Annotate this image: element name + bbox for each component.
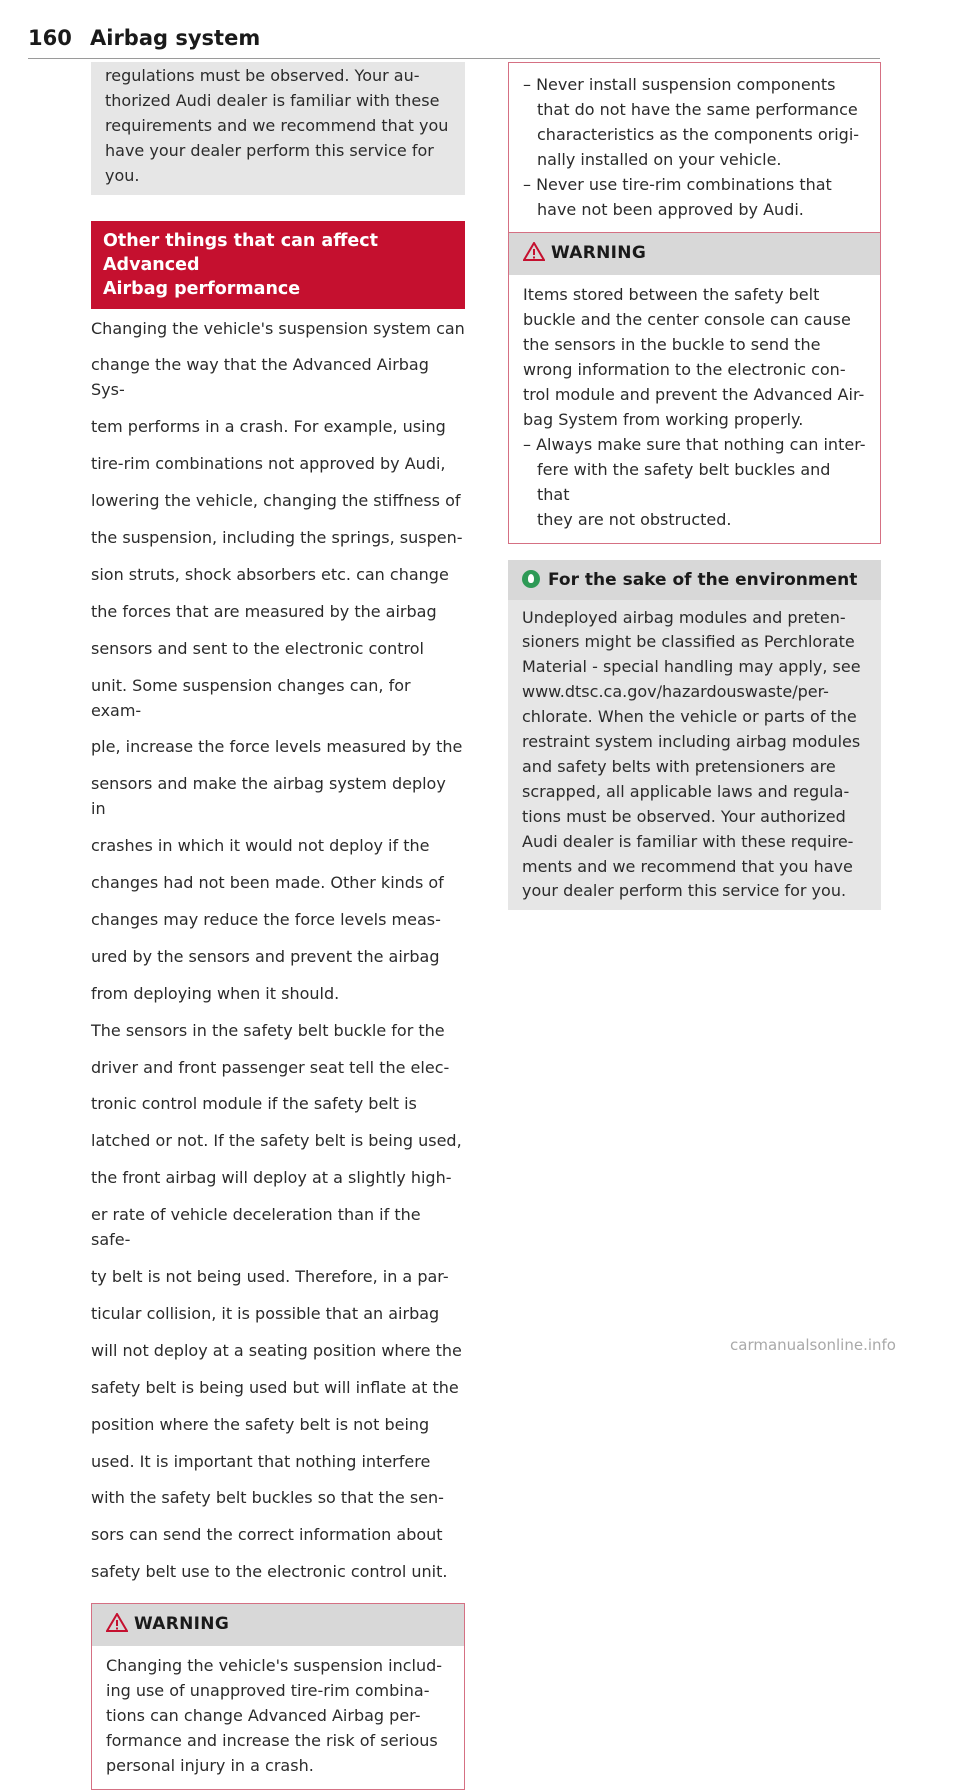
paragraph-line: The sensors in the safety belt buckle for the: [91, 1020, 445, 1040]
intro-line: you.: [105, 165, 140, 185]
warning-list-line: – Always make sure that nothing can inter-: [523, 434, 866, 454]
warning-line: bag System from working properly.: [523, 409, 804, 429]
intro-line: regulations must be observed. Your au-: [105, 66, 420, 85]
warning-box: [91, 1603, 465, 1790]
warning-list-line: they are not obstructed.: [537, 509, 732, 529]
intro-line: have your dealer perform this service for: [105, 140, 434, 160]
right-column: [508, 62, 881, 910]
continued-body: [509, 63, 880, 232]
page-header: [28, 22, 880, 59]
paragraph-line: lowering the vehicle, changing the stiffness of: [91, 491, 461, 511]
environment-line: your dealer perform this service for you.: [522, 881, 847, 901]
paragraph-line: changes had not been made. Other kinds of: [91, 873, 444, 893]
warning-line: tions can change Advanced Airbag per-: [106, 1705, 421, 1725]
warning-list-line: fere with the safety belt buckles and that: [537, 459, 831, 504]
paragraph-line: ticular collision, it is possible that an airbag: [91, 1303, 440, 1323]
paragraph-line: latched or not. If the safety belt is being used,: [91, 1131, 462, 1151]
list-item: [523, 73, 866, 173]
list-line: have not been approved by Audi.: [537, 199, 804, 219]
paragraph-line: Changing the vehicle's suspension system can: [91, 318, 465, 338]
environment-line: tions must be observed. Your authorized: [522, 806, 846, 826]
list-item: [523, 173, 866, 223]
paragraph-line: ured by the sensors and prevent the airbag: [91, 946, 440, 966]
warning-title-bar: [92, 1604, 464, 1646]
list-line: that do not have the same performance: [537, 99, 858, 119]
environment-line: Undeployed airbag modules and preten-: [522, 607, 846, 627]
warning-title-bar: [509, 233, 880, 275]
warning-triangle-icon: [106, 1613, 128, 1637]
warning-line: buckle and the center console can cause: [523, 310, 851, 330]
paragraph-line: position where the safety belt is not being: [91, 1414, 430, 1434]
paragraph-line: used. It is important that nothing interfere: [91, 1451, 431, 1471]
paragraph-line: safety belt use to the electronic control unit.: [91, 1562, 448, 1582]
environment-line: ments and we recommend that you have: [522, 856, 853, 876]
paragraph-line: tem performs in a crash. For example, using: [91, 417, 446, 437]
paragraph-2: [91, 1019, 465, 1586]
environment-title: For the sake of the environment: [548, 569, 858, 590]
paragraph-line: tire-rim combinations not approved by Audi,: [91, 454, 446, 474]
intro-line: thorized Audi dealer is familiar with these: [105, 90, 440, 110]
list-line: – Never install suspension components: [523, 75, 836, 94]
paragraph-line: sion struts, shock absorbers etc. can change: [91, 564, 449, 584]
paragraph-line: sensors and sent to the electronic control: [91, 638, 424, 658]
paragraph-line: will not deploy at a seating position where the: [91, 1340, 462, 1360]
paragraph-line: sensors and make the airbag system deploy in: [91, 774, 446, 819]
warning-line: ing use of unapproved tire-rim combina-: [106, 1681, 430, 1701]
section-title: Airbag system: [90, 26, 261, 50]
environment-line: restraint system including airbag modules: [522, 732, 861, 752]
paragraph-line: driver and front passenger seat tell the elec-: [91, 1057, 450, 1077]
watermark: carmanualsonline.info: [730, 1336, 896, 1354]
paragraph-line: the forces that are measured by the airbag: [91, 601, 437, 621]
paragraph-line: from deploying when it should.: [91, 983, 340, 1003]
warning-line: personal injury in a crash.: [106, 1755, 314, 1775]
intro-box: [91, 62, 465, 195]
paragraph-line: change the way that the Advanced Airbag Sys-: [91, 355, 429, 400]
environment-line: chlorate. When the vehicle or parts of the: [522, 707, 857, 727]
paragraph-line: with the safety belt buckles so that the sen-: [91, 1488, 444, 1508]
warning-line: Items stored between the safety belt: [523, 285, 820, 305]
warning-title: WARNING: [134, 1614, 230, 1635]
environment-line: sioners might be classified as Perchlorate: [522, 632, 855, 652]
paragraph-line: sors can send the correct information about: [91, 1525, 443, 1545]
intro-line: requirements and we recommend that you: [105, 115, 449, 135]
warning-line: trol module and prevent the Advanced Air-: [523, 385, 865, 405]
list-line: – Never use tire-rim combinations that: [523, 174, 832, 194]
warning-body: [509, 275, 880, 542]
page-number: 160: [28, 26, 72, 50]
environment-title-bar: [508, 560, 881, 600]
paragraph-line: the suspension, including the springs, suspen-: [91, 527, 463, 547]
section-heading: [91, 221, 465, 309]
warning-line: Changing the vehicle's suspension includ-: [106, 1656, 443, 1676]
warning-line: the sensors in the buckle to send the: [523, 335, 821, 355]
warning-line: wrong information to the electronic con-: [523, 360, 846, 380]
warning-triangle-icon: [523, 242, 545, 266]
paragraph-line: changes may reduce the force levels meas-: [91, 909, 441, 929]
heading-line: Other things that can affect Advanced: [103, 230, 379, 275]
environment-body: [508, 600, 881, 911]
environment-line: scrapped, all applicable laws and regula-: [522, 781, 850, 801]
environment-line: and safety belts with pretensioners are: [522, 756, 836, 776]
list-line: characteristics as the components origi-: [537, 124, 860, 144]
paragraph-line: safety belt is being used but will inflate at the: [91, 1377, 459, 1397]
left-body: [91, 309, 465, 1586]
paragraph-line: ty belt is not being used. Therefore, in a par-: [91, 1267, 449, 1286]
paragraph-line: ple, increase the force levels measured by the: [91, 737, 463, 757]
warning-title: WARNING: [551, 243, 647, 264]
paragraph-line: er rate of vehicle deceleration than if the safe-: [91, 1205, 421, 1250]
environment-box: [508, 560, 881, 911]
environment-line: Audi dealer is familiar with these require-: [522, 831, 854, 851]
left-column: [91, 62, 465, 1790]
continued-box: [508, 62, 881, 232]
warning-body: [92, 1646, 464, 1789]
warning-box: [508, 232, 881, 543]
paragraph-line: the front airbag will deploy at a slightly high-: [91, 1168, 452, 1188]
paragraph-line: unit. Some suspension changes can, for exam-: [91, 675, 411, 720]
leaf-icon: [522, 570, 540, 588]
paragraph-1: [91, 317, 465, 1007]
paragraph-line: crashes in which it would not deploy if the: [91, 836, 430, 856]
environment-line: Material - special handling may apply, see: [522, 657, 861, 677]
heading-line: Airbag performance: [103, 278, 301, 299]
list-line: nally installed on your vehicle.: [537, 149, 782, 169]
warning-line: formance and increase the risk of serious: [106, 1730, 438, 1750]
environment-line: www.dtsc.ca.gov/hazardouswaste/per-: [522, 682, 829, 702]
paragraph-line: tronic control module if the safety belt is: [91, 1094, 417, 1114]
